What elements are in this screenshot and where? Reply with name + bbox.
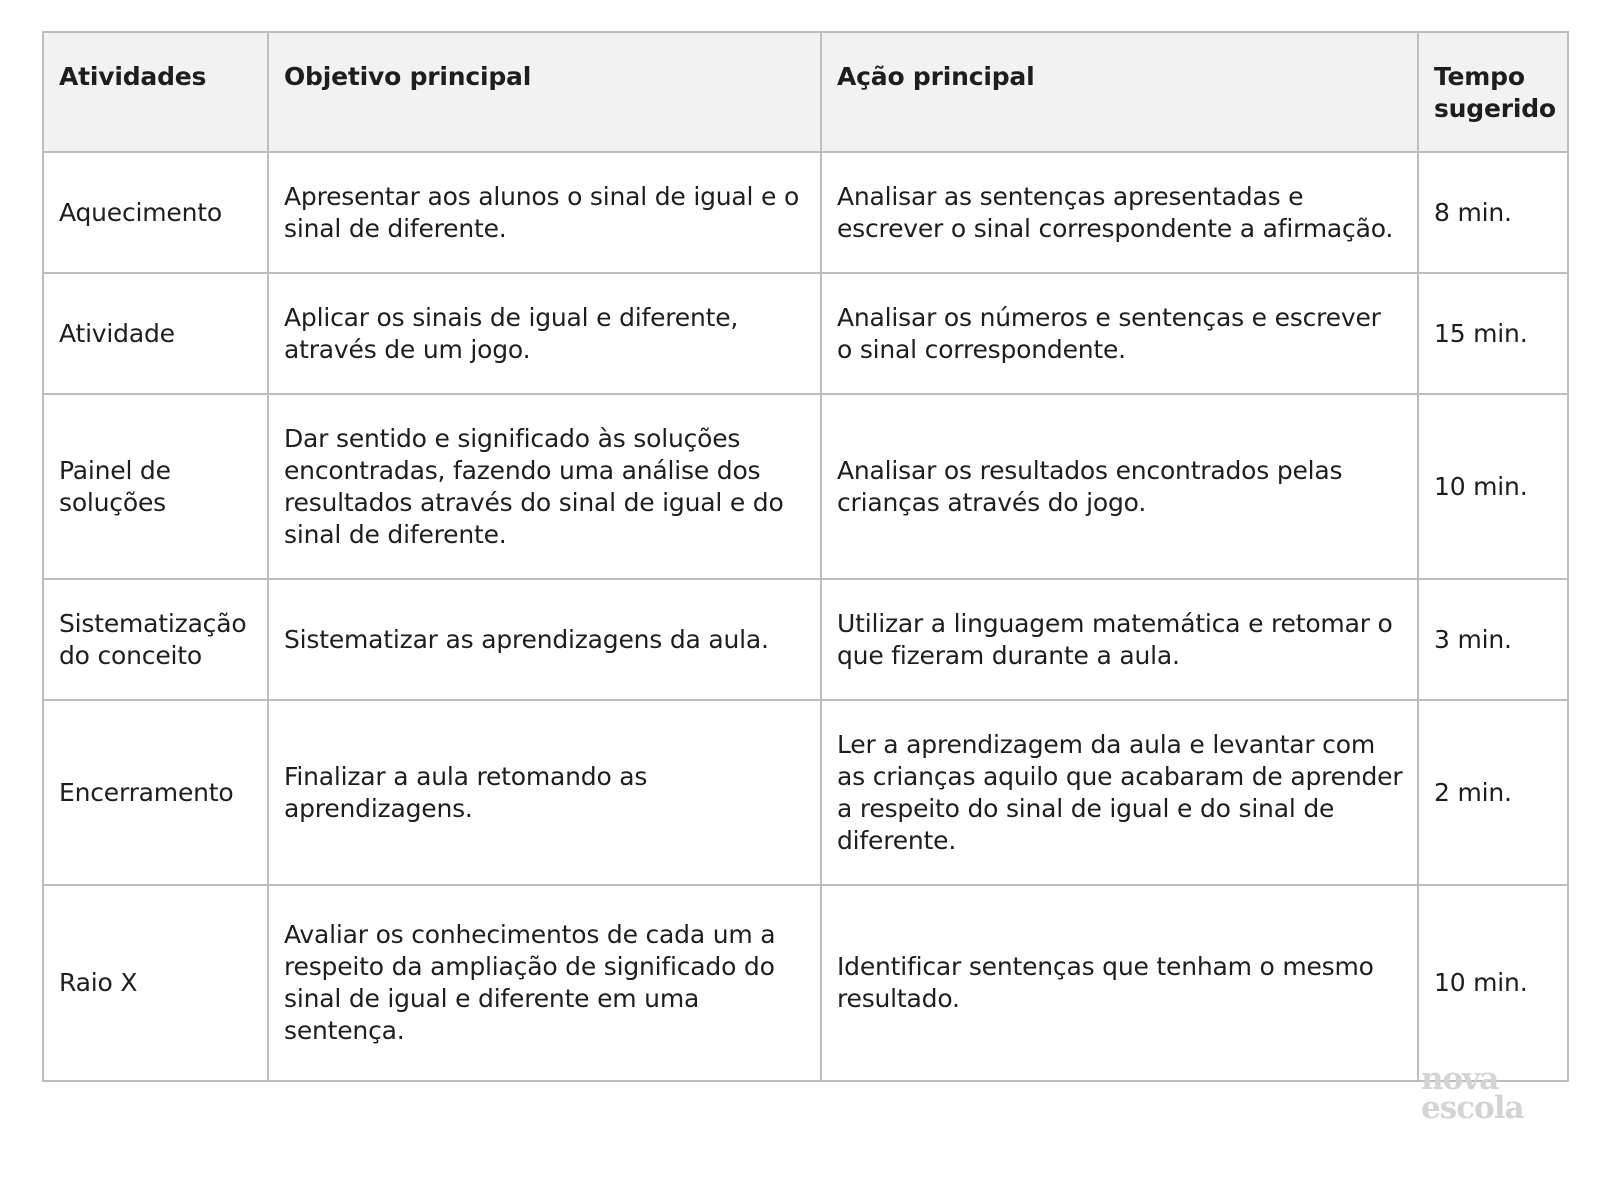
table-row (43, 579, 1568, 700)
cell-tempo: 3 min. (1418, 579, 1568, 700)
header-objetivo: Objetivo principal (268, 32, 821, 152)
cell-objetivo: Finalizar a aula retomando as aprendizagens. (268, 700, 821, 885)
nova-escola-logo (1421, 1061, 1524, 1126)
cell-atividade: Encerramento (43, 700, 268, 885)
header-row (43, 32, 1568, 152)
cell-atividade: Sistematização do conceito (43, 579, 268, 700)
logo-line-nova: nova (1421, 1061, 1499, 1097)
cell-atividade: Raio X (43, 885, 268, 1081)
cell-acao: Ler a aprendizagem da aula e levantar com as crianças aquilo que acabaram de aprender a respeito do sinal de igual e do sinal de diferente. (821, 700, 1418, 885)
cell-objetivo: Apresentar aos alunos o sinal de igual e o sinal de diferente. (268, 152, 821, 273)
cell-tempo: 10 min. (1418, 885, 1568, 1081)
cell-objetivo: Sistematizar as aprendizagens da aula. (268, 579, 821, 700)
table-row (43, 700, 1568, 885)
cell-objetivo: Dar sentido e significado às soluções encontradas, fazendo uma análise dos resultados através do sinal de igual e do sinal de diferente. (268, 394, 821, 579)
cell-tempo: 10 min. (1418, 394, 1568, 579)
cell-tempo: 15 min. (1418, 273, 1568, 394)
table-row (43, 273, 1568, 394)
cell-acao: Identificar sentenças que tenham o mesmo resultado. (821, 885, 1418, 1081)
cell-tempo: 2 min. (1418, 700, 1568, 885)
table-row (43, 394, 1568, 579)
cell-objetivo: Avaliar os conhecimentos de cada um a respeito da ampliação de significado do sinal de igual e diferente em uma sentença. (268, 885, 821, 1081)
cell-acao: Analisar os números e sentenças e escrever o sinal correspondente. (821, 273, 1418, 394)
header-acao: Ação principal (821, 32, 1418, 152)
logo-line-escola: escola (1421, 1090, 1524, 1126)
lesson-plan-table (42, 31, 1569, 1082)
header-atividades: Atividades (43, 32, 268, 152)
cell-atividade: Aquecimento (43, 152, 268, 273)
cell-acao: Analisar os resultados encontrados pelas crianças através do jogo. (821, 394, 1418, 579)
table-row (43, 885, 1568, 1081)
cell-atividade: Painel de soluções (43, 394, 268, 579)
header-tempo: Tempo sugerido (1418, 32, 1568, 152)
cell-acao: Analisar as sentenças apresentadas e escrever o sinal correspondente a afirmação. (821, 152, 1418, 273)
cell-objetivo: Aplicar os sinais de igual e diferente, através de um jogo. (268, 273, 821, 394)
table-row (43, 152, 1568, 273)
cell-tempo: 8 min. (1418, 152, 1568, 273)
cell-atividade: Atividade (43, 273, 268, 394)
cell-acao: Utilizar a linguagem matemática e retomar o que fizeram durante a aula. (821, 579, 1418, 700)
